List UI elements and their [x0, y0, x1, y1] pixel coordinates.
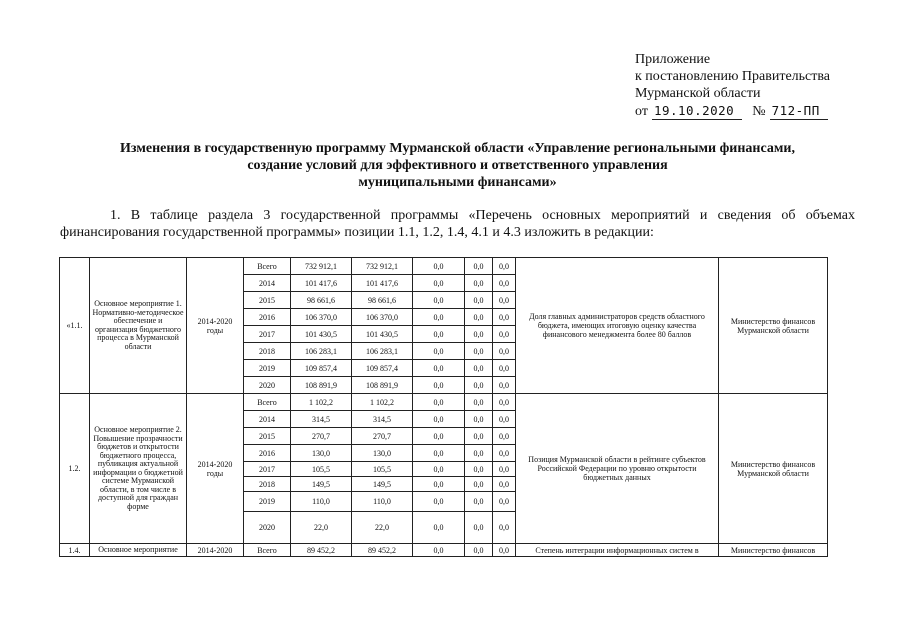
regional-budget-amount: 106 370,0: [352, 309, 413, 326]
total-amount: 89 452,2: [291, 544, 352, 557]
year-cell: 2015: [244, 292, 291, 309]
heading-line-2: создание условий для эффективного и ответственного управления: [247, 158, 668, 173]
extrabudgetary-amount: 0,0: [493, 292, 516, 309]
program-table: [59, 257, 828, 557]
total-amount: 101 417,6: [291, 275, 352, 292]
year-cell: 2018: [244, 343, 291, 360]
regional-budget-amount: 1 102,2: [352, 394, 413, 411]
extrabudgetary-amount: 0,0: [493, 512, 516, 544]
measure-name: Основное мероприятие 1. Нормативно-методическое обеспечение и организация бюджетного процесса в Мурманской области: [90, 258, 187, 394]
regional-budget-amount: 314,5: [352, 411, 413, 428]
appendix-region-line: Мурманской области: [635, 86, 761, 101]
regional-budget-amount: 106 283,1: [352, 343, 413, 360]
extrabudgetary-amount: 0,0: [493, 394, 516, 411]
total-amount: 1 102,2: [291, 394, 352, 411]
date-prefix: от: [635, 104, 648, 119]
total-amount: 106 370,0: [291, 309, 352, 326]
year-cell: 2014: [244, 411, 291, 428]
year-cell: Всего: [244, 544, 291, 557]
total-amount: 110,0: [291, 492, 352, 512]
extrabudgetary-amount: 0,0: [493, 428, 516, 445]
total-amount: 149,5: [291, 477, 352, 492]
measure-name: Основное мероприятие: [90, 544, 187, 557]
municipal-budget-amount: 0,0: [465, 544, 493, 557]
table-row: [60, 394, 828, 411]
regional-budget-amount: 108 891,9: [352, 377, 413, 394]
regional-budget-amount: 149,5: [352, 477, 413, 492]
extrabudgetary-amount: 0,0: [493, 377, 516, 394]
appendix-block: [635, 51, 905, 120]
heading-line-3: муниципальными финансами»: [358, 175, 557, 190]
implementation-period: 2014-2020: [187, 544, 244, 557]
regional-budget-amount: 270,7: [352, 428, 413, 445]
regional-budget-amount: 101 430,5: [352, 326, 413, 343]
year-cell: 2017: [244, 326, 291, 343]
federal-budget-amount: 0,0: [413, 258, 465, 275]
year-cell: 2019: [244, 492, 291, 512]
total-amount: 109 857,4: [291, 360, 352, 377]
table-row: [60, 258, 828, 275]
extrabudgetary-amount: 0,0: [493, 445, 516, 462]
federal-budget-amount: 0,0: [413, 445, 465, 462]
municipal-budget-amount: 0,0: [465, 411, 493, 428]
extrabudgetary-amount: 0,0: [493, 492, 516, 512]
total-amount: 105,5: [291, 462, 352, 477]
number-prefix: №: [752, 104, 766, 119]
document-heading: [60, 140, 855, 191]
federal-budget-amount: 0,0: [413, 292, 465, 309]
total-amount: 732 912,1: [291, 258, 352, 275]
total-amount: 22,0: [291, 512, 352, 544]
total-amount: 106 283,1: [291, 343, 352, 360]
year-cell: 2016: [244, 445, 291, 462]
year-cell: 2016: [244, 309, 291, 326]
position-number: 1.2.: [60, 394, 90, 544]
total-amount: 314,5: [291, 411, 352, 428]
total-amount: 108 891,9: [291, 377, 352, 394]
extrabudgetary-amount: 0,0: [493, 477, 516, 492]
extrabudgetary-amount: 0,0: [493, 275, 516, 292]
federal-budget-amount: 0,0: [413, 275, 465, 292]
year-cell: 2020: [244, 377, 291, 394]
decree-number: 712-ПП: [770, 102, 828, 120]
federal-budget-amount: 0,0: [413, 512, 465, 544]
intro-paragraph: 1. В таблице раздела 3 государственной программы «Перечень основных мероприятий и сведения об объемах финансирования государственной программы» позиции 1.1, 1.2, 1.4, 4.1 и 4.3 изложить в редакции:: [60, 208, 855, 240]
federal-budget-amount: 0,0: [413, 477, 465, 492]
regional-budget-amount: 98 661,6: [352, 292, 413, 309]
year-cell: 2015: [244, 428, 291, 445]
municipal-budget-amount: 0,0: [465, 492, 493, 512]
extrabudgetary-amount: 0,0: [493, 462, 516, 477]
total-amount: 101 430,5: [291, 326, 352, 343]
appendix-title: Приложение: [635, 52, 711, 67]
municipal-budget-amount: 0,0: [465, 477, 493, 492]
table-row: [60, 544, 828, 557]
indicator-text: Степень интеграции информационных систем в: [516, 544, 719, 557]
extrabudgetary-amount: 0,0: [493, 360, 516, 377]
extrabudgetary-amount: 0,0: [493, 258, 516, 275]
indicator-text: Позиция Мурманской области в рейтинге субъектов Российской Федерации по уровню открытости бюджетных данных: [516, 394, 719, 544]
year-cell: 2014: [244, 275, 291, 292]
regional-budget-amount: 109 857,4: [352, 360, 413, 377]
year-cell: 2018: [244, 477, 291, 492]
regional-budget-amount: 732 912,1: [352, 258, 413, 275]
year-cell: Всего: [244, 394, 291, 411]
regional-budget-amount: 105,5: [352, 462, 413, 477]
implementation-period: 2014-2020 годы: [187, 258, 244, 394]
executor-text: Министерство финансов Мурманской области: [719, 394, 828, 544]
decree-date: 19.10.2020: [652, 102, 742, 120]
extrabudgetary-amount: 0,0: [493, 411, 516, 428]
federal-budget-amount: 0,0: [413, 309, 465, 326]
municipal-budget-amount: 0,0: [465, 428, 493, 445]
implementation-period: 2014-2020 годы: [187, 394, 244, 544]
indicator-text: Доля главных администраторов средств областного бюджета, имеющих итоговую оценку качества финансового менеджмента более 80 баллов: [516, 258, 719, 394]
extrabudgetary-amount: 0,0: [493, 309, 516, 326]
extrabudgetary-amount: 0,0: [493, 343, 516, 360]
federal-budget-amount: 0,0: [413, 492, 465, 512]
municipal-budget-amount: 0,0: [465, 394, 493, 411]
year-cell: Всего: [244, 258, 291, 275]
measure-name: Основное мероприятие 2. Повышение прозрачности бюджетов и открытости бюджетного процесса, публикация актуальной информации о бюджетной системе Мурманской области, в том числе в доступной для граждан форме: [90, 394, 187, 544]
executor-text: Министерство финансов Мурманской области: [719, 258, 828, 394]
federal-budget-amount: 0,0: [413, 326, 465, 343]
regional-budget-amount: 101 417,6: [352, 275, 413, 292]
federal-budget-amount: 0,0: [413, 394, 465, 411]
extrabudgetary-amount: 0,0: [493, 326, 516, 343]
total-amount: 130,0: [291, 445, 352, 462]
year-cell: 2019: [244, 360, 291, 377]
regional-budget-amount: 130,0: [352, 445, 413, 462]
federal-budget-amount: 0,0: [413, 544, 465, 557]
federal-budget-amount: 0,0: [413, 377, 465, 394]
position-number: 1.4.: [60, 544, 90, 557]
total-amount: 98 661,6: [291, 292, 352, 309]
year-cell: 2020: [244, 512, 291, 544]
position-number: «1.1.: [60, 258, 90, 394]
municipal-budget-amount: 0,0: [465, 462, 493, 477]
federal-budget-amount: 0,0: [413, 462, 465, 477]
municipal-budget-amount: 0,0: [465, 343, 493, 360]
municipal-budget-amount: 0,0: [465, 445, 493, 462]
federal-budget-amount: 0,0: [413, 428, 465, 445]
municipal-budget-amount: 0,0: [465, 512, 493, 544]
executor-text: Министерство финансов: [719, 544, 828, 557]
municipal-budget-amount: 0,0: [465, 275, 493, 292]
year-cell: 2017: [244, 462, 291, 477]
municipal-budget-amount: 0,0: [465, 258, 493, 275]
municipal-budget-amount: 0,0: [465, 377, 493, 394]
extrabudgetary-amount: 0,0: [493, 544, 516, 557]
municipal-budget-amount: 0,0: [465, 360, 493, 377]
municipal-budget-amount: 0,0: [465, 292, 493, 309]
total-amount: 270,7: [291, 428, 352, 445]
appendix-decree-line: к постановлению Правительства: [635, 69, 831, 84]
regional-budget-amount: 110,0: [352, 492, 413, 512]
federal-budget-amount: 0,0: [413, 411, 465, 428]
regional-budget-amount: 89 452,2: [352, 544, 413, 557]
heading-line-1: Изменения в государственную программу Мурманской области «Управление региональными финансами,: [120, 141, 795, 156]
regional-budget-amount: 22,0: [352, 512, 413, 544]
municipal-budget-amount: 0,0: [465, 326, 493, 343]
federal-budget-amount: 0,0: [413, 343, 465, 360]
municipal-budget-amount: 0,0: [465, 309, 493, 326]
federal-budget-amount: 0,0: [413, 360, 465, 377]
appendix-signature-line: [635, 102, 905, 120]
